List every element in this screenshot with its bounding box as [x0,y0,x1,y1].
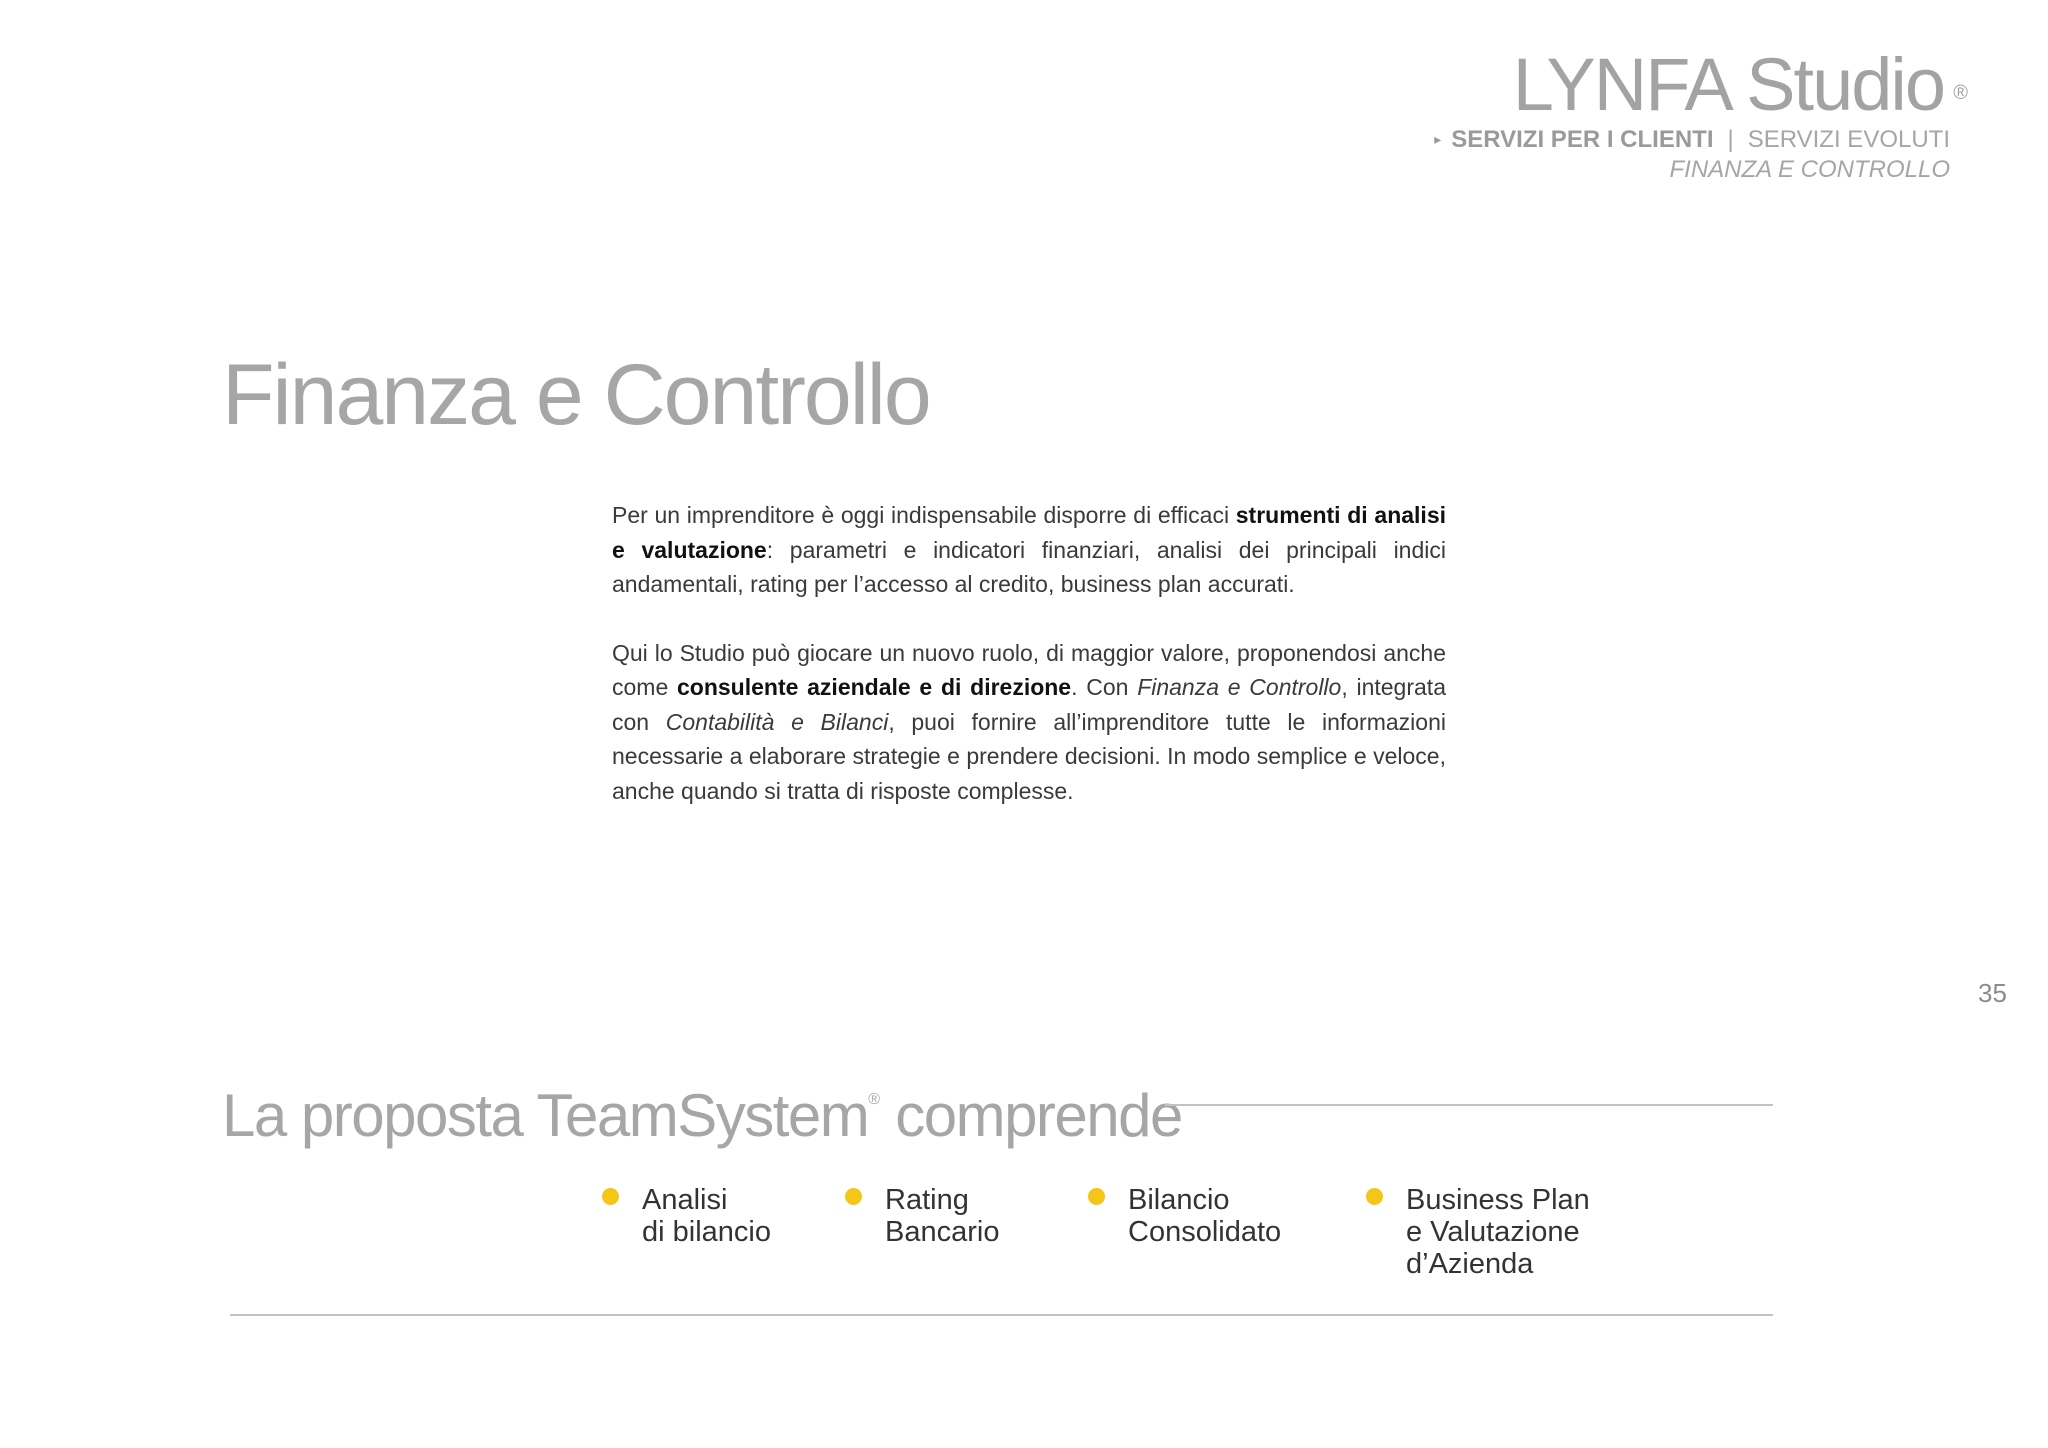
text-segment: Qui lo Studio può giocare un nuovo ruolo, di maggior valore, proponendosi anche come [612,639,1446,700]
offer-item-label: Business Plan e Valutazione d’Azienda [1406,1184,1590,1280]
breadcrumb-section-secondary: SERVIZI EVOLUTI [1747,126,1950,153]
text-segment: Per un imprenditore è oggi indispensabile disporre di efficaci [612,502,1236,528]
offer-item-label: Bilancio Consolidato [1128,1184,1282,1248]
text-segment: consulente aziendale e di direzione [676,674,1072,700]
offer-item-label: Analisi di bilancio [642,1184,771,1248]
text-segment: : parametri e indicatori finanziari, analisi dei principali indici andamentali, rating per l’accesso al credito, business plan accurati. [612,536,1446,597]
section-divider [230,1314,1773,1316]
bullet-dot-icon [602,1188,619,1205]
text-segment: . Con [1071,674,1138,700]
triangle-right-icon: ▸ [1434,131,1442,147]
breadcrumb [1434,124,1950,185]
page-title: Finanza e Controllo [222,347,930,443]
text-segment: strumenti di analisi e valutazione [612,502,1446,563]
proposal-title-before: La proposta TeamSystem [222,1082,869,1149]
registered-mark: ® [868,1091,881,1108]
page-number: 35 [1978,978,2007,1008]
text-segment: Finanza e Controllo [1137,674,1342,700]
text-segment: , puoi fornire all’imprenditore tutte le informazioni necessarie a elaborare strategie e prendere decisioni. In modo semplice e veloce, anche quando si tratta di risposte complesse. [612,708,1446,804]
bullet-dot-icon [1088,1188,1105,1205]
breadcrumb-line-1 [1434,124,1950,155]
proposal-heading [222,1062,1182,1154]
text-segment: Contabilità e Bilanci [665,708,889,735]
brand-logo [1513,40,1968,130]
brand-header [1513,40,1968,130]
text-segment: , integrata con [612,674,1446,735]
heading-divider [1165,1104,1773,1106]
body-paragraph [612,636,1446,809]
bullet-dot-icon [1366,1188,1383,1205]
offer-item-label: Rating Bancario [885,1184,1000,1248]
breadcrumb-separator: | [1727,126,1734,153]
bullet-dot-icon [845,1188,862,1205]
proposal-title-after: comprende [880,1082,1182,1149]
registered-mark: ® [1953,82,1968,104]
breadcrumb-section-primary: SERVIZI PER I CLIENTI [1451,126,1714,153]
body-text [612,498,1446,842]
body-paragraph [612,498,1446,602]
breadcrumb-current: FINANZA E CONTROLLO [1669,156,1950,183]
brand-name: LYNFA Studio [1512,43,1944,126]
